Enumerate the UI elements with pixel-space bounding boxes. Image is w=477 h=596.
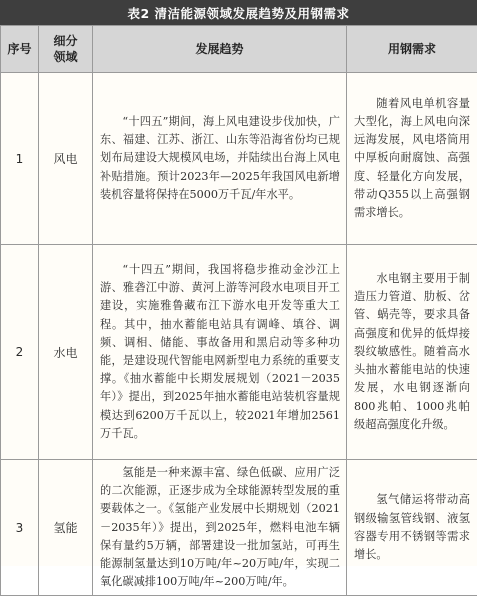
row-field: 水电: [39, 245, 93, 460]
table-row: [1, 245, 477, 460]
row-num: 1: [1, 73, 39, 245]
row-field: 氢能: [39, 460, 93, 596]
table-row: [1, 73, 477, 245]
header-field-line1: 细分: [39, 33, 92, 49]
row-demand: 水电钢主要用于制造压力管道、肋板、岔管、蜗壳等，要求具备高强度和优异的低焊接裂纹敏感性。随着高水头抽水蓄能电站的快速发展，水电钢逐渐向800兆帕、1000兆帕级超高强度化升级。: [347, 245, 477, 460]
row-num: 3: [1, 460, 39, 596]
header-demand: 用钢需求: [347, 26, 477, 73]
row-demand: 随着风电单机容量大型化，海上风电向深远海发展，风电塔筒用中厚板向耐腐蚀、高强度、轻量化方向发展，带动Q355以上高强钢需求增长。: [347, 73, 477, 245]
row-trend: “十四五”期间，我国将稳步推动金沙江上游、雅砻江中游、黄河上游等河段水电项目开工建设，实施雅鲁藏布江下游水电开发等重大工程。其中，抽水蓄能电站具有调峰、填谷、调频、调相、储能、事故备用和黑启动等多种功能，是建设现代智能电网新型电力系统的重要支撑。《抽水蓄能中长期发展规划（2021－2035年）》提出，到2025年抽水蓄能电站装机容量规模达到6200万千瓦以上，较2021年增加2561万千瓦。: [93, 245, 347, 460]
energy-steel-table: [0, 25, 477, 596]
table-header-row: [1, 26, 477, 73]
table-row: [1, 460, 477, 596]
row-trend: “十四五”期间，海上风电建设步伐加快，广东、福建、江苏、浙江、山东等沿海省份均已规划布局建设大规模风电场，并陆续出台海上风电补贴措施。预计2023年—2025年我国风电新增装机容量将保持在5000万千瓦/年水平。: [93, 73, 347, 245]
header-field-line2: 领域: [39, 49, 92, 65]
row-trend: 氢能是一种来源丰富、绿色低碳、应用广泛的二次能源，正逐步成为全球能源转型发展的重要载体之一。《氢能产业发展中长期规划（2021－2035年）》提出，到2025年，燃料电池车辆保有量约5万辆，部署建设一批加氢站，可再生能源制氢量达到10万吨/年~20万吨/年，实现二氧化碳减排100万吨/年~200万吨/年。: [93, 460, 347, 596]
row-demand: 氢气储运将带动高钢级输氢管线钢、液氢容器专用不锈钢等需求增长。: [347, 460, 477, 596]
header-trend: 发展趋势: [93, 26, 347, 73]
header-num: 序号: [1, 26, 39, 73]
row-num: 2: [1, 245, 39, 460]
header-field: [39, 26, 93, 73]
table-title: 表2 清洁能源领域发展趋势及用钢需求: [0, 0, 477, 25]
row-field: 风电: [39, 73, 93, 245]
